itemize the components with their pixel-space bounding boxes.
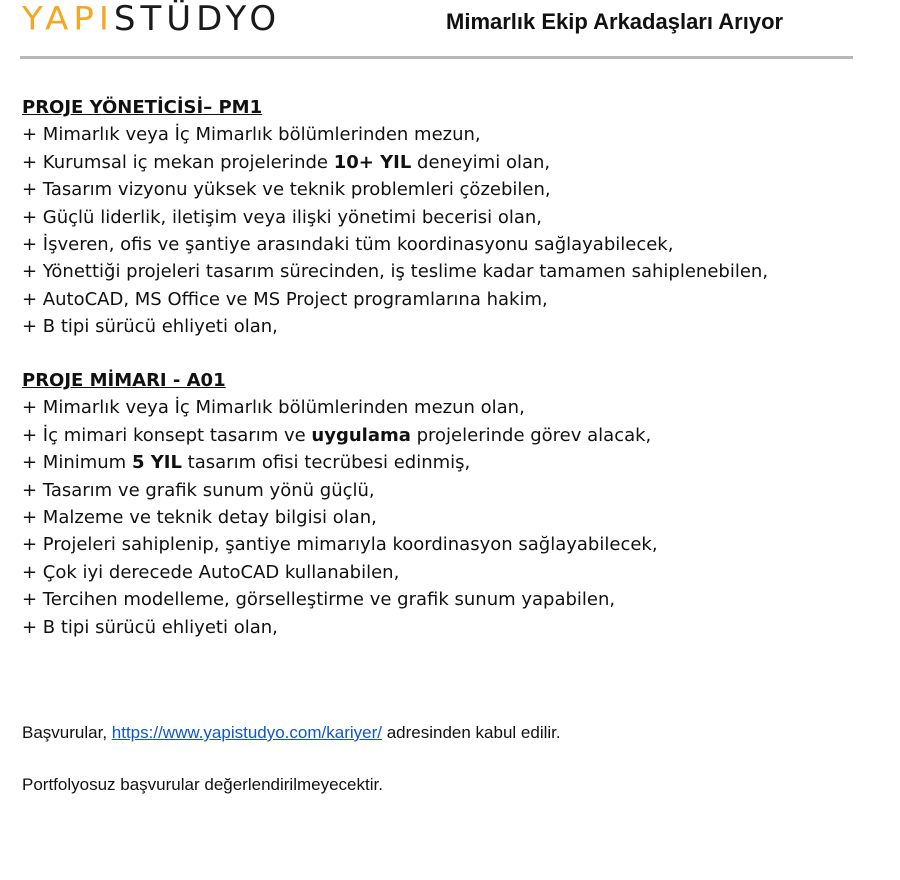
list-item: + Minimum 5 YIL tasarım ofisi tecrübesi edinmiş, (22, 452, 471, 474)
section-project-manager (22, 94, 768, 341)
list-item: + İşveren, ofis ve şantiye arasındaki tüm koordinasyonu sağlayabilecek, (22, 234, 674, 256)
section-title: PROJE MİMARI - A01 (22, 370, 226, 391)
list-item: + Çok iyi derecede AutoCAD kullanabilen, (22, 561, 400, 583)
careers-link[interactable]: https://www.yapistudyo.com/kariyer/ (111, 723, 382, 742)
list-item: + Malzeme ve teknik detay bilgisi olan, (22, 507, 377, 529)
list-item: + Tasarım ve grafik sunum yönü güçlü, (22, 479, 375, 501)
list-item: + B tipi sürücü ehliyeti olan, (22, 616, 278, 638)
page-tagline: Mimarlık Ekip Arkadaşları Arıyor (446, 9, 784, 34)
application-info (22, 723, 561, 743)
logo-part-yapi: YAPI (22, 0, 114, 39)
list-item: + AutoCAD, MS Office ve MS Project programlarına hakim, (22, 288, 548, 310)
list-item: + Kurumsal iç mekan projelerinde 10+ YIL deneyimi olan, (22, 151, 551, 173)
section-project-architect (22, 367, 658, 641)
header (20, 0, 860, 60)
portfolio-note: Portfolyosuz başvurular değerlendirilmeyecektir. (22, 775, 383, 794)
list-item: + Mimarlık veya İç Mimarlık bölümlerinden mezun, (22, 124, 481, 146)
header-divider (20, 56, 853, 59)
list-item: + Tasarım vizyonu yüksek ve teknik problemleri çözebilen, (22, 179, 551, 201)
list-item: + İç mimari konsept tasarım ve uygulama projelerinde görev alacak, (22, 424, 652, 446)
list-item: + Projeleri sahiplenip, şantiye mimarıyla koordinasyon sağlayabilecek, (22, 534, 658, 556)
application-suffix: adresinden kabul edilir. (381, 723, 561, 742)
list-item: + B tipi sürücü ehliyeti olan, (22, 316, 278, 338)
list-item: + Tercihen modelleme, görselleştirme ve grafik sunum yapabilen, (22, 589, 616, 611)
list-item: + Güçlü liderlik, iletişim veya ilişki yönetimi becerisi olan, (22, 206, 542, 228)
list-item: + Yönettiği projeleri tasarım sürecinden, iş teslime kadar tamamen sahiplenebilen, (22, 261, 769, 283)
yapistudyo-logo (22, 0, 282, 39)
list-item: + Mimarlık veya İç Mimarlık bölümlerinden mezun olan, (22, 397, 525, 419)
application-prefix: Başvurular, (22, 723, 112, 742)
section-title: PROJE YÖNETİCİSİ– PM1 (22, 97, 263, 118)
logo-part-studyo: STÜDYO (113, 0, 282, 39)
